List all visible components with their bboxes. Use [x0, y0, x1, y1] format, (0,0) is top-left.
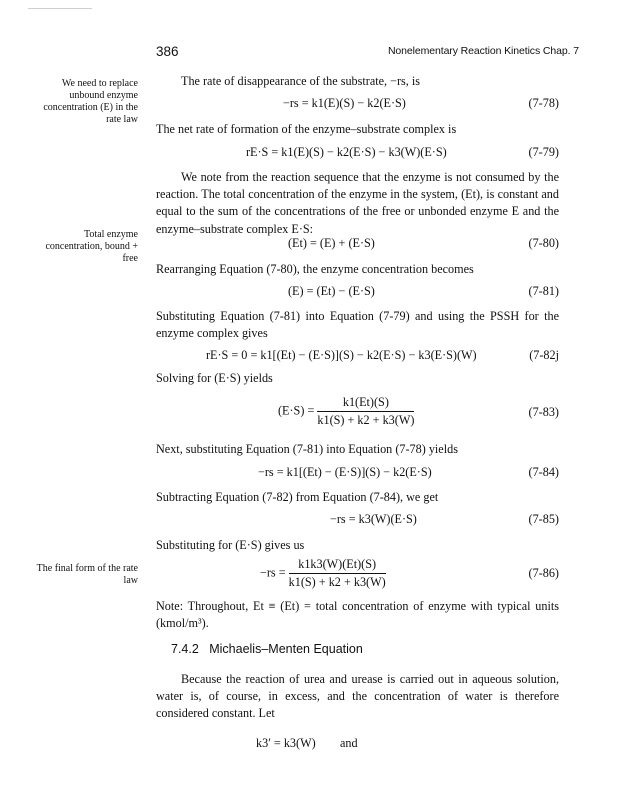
equation-7-83-lhs: (E·S) =	[278, 403, 315, 418]
equation-7-79: rE·S = k1(E)(S) − k2(E·S) − k3(W)(E·S)	[246, 145, 447, 159]
margin-note-final-form: The final form of the rate law	[36, 563, 138, 586]
paragraph-substituting-pssh: Substituting Equation (7-81) into Equation (7-79) and using the PSSH for the enzyme complex gives	[156, 309, 559, 341]
equation-7-86-lhs: −rs =	[260, 565, 286, 580]
equation-7-81: (E) = (Et) − (E·S)	[288, 284, 375, 298]
paragraph-rate-disappearance: The rate of disappearance of the substrate, −rs, is	[181, 74, 421, 88]
paragraph-urea-urease: Because the reaction of urea and urease is carried out in aqueous solution, water is, of course, in excess, and the concentration of water is therefore considered constant. Let	[156, 672, 559, 721]
equation-number-7-86: (7-86)	[528, 566, 559, 580]
running-title: Nonelementary Reaction Kinetics Chap. 7	[387, 45, 579, 57]
equation-7-86	[260, 557, 386, 590]
section-heading	[171, 642, 363, 656]
equation-number-7-81: (7-81)	[528, 284, 559, 298]
paragraph-solving: Solving for (E·S) yields	[156, 371, 273, 385]
top-rule	[28, 8, 92, 9]
equation-7-86-fraction	[289, 557, 386, 590]
margin-note-total-enzyme: Total enzyme concentration, bound + free	[45, 229, 138, 264]
equation-7-83-denominator: k1(S) + k2 + k3(W)	[317, 413, 415, 427]
equation-7-83-fraction	[317, 395, 414, 428]
equation-7-82: rE·S = 0 = k1[(Et) − (E·S)](S) − k2(E·S) − k3(E·S)(W)	[206, 348, 477, 362]
equation-number-7-84: (7-84)	[528, 465, 559, 479]
equation-7-80: (Et) = (E) + (E·S)	[288, 236, 375, 250]
paragraph-note: Note: Throughout, Et ≡ (Et) = total concentration of enzyme with typical units (kmol/m³).	[156, 599, 559, 631]
equation-number-7-80: (7-80)	[528, 236, 559, 250]
equation-connector: and	[340, 736, 358, 750]
paragraph-enzyme-not-consumed: We note from the reaction sequence that the enzyme is not consumed by the reaction. The total concentration of the enzyme in the system, (Et), is constant and equal to the sum of the concentrations of the free or unbonded enzyme E and the enzyme–substrate complex E·S:	[156, 170, 559, 236]
section-title: Michaelis–Menten Equation	[209, 642, 363, 656]
equation-number-7-85: (7-85)	[528, 512, 559, 526]
equation-number-7-82: (7-82j	[529, 348, 559, 362]
paragraph-next-substituting: Next, substituting Equation (7-81) into Equation (7-78) yields	[156, 442, 458, 456]
margin-note-replace-enzyme: We need to replace unbound enzyme concentration (E) in the rate law	[43, 78, 138, 125]
paragraph-rearranging: Rearranging Equation (7-80), the enzyme concentration becomes	[156, 262, 474, 276]
equation-7-83	[278, 395, 414, 428]
equation-7-83-numerator: k1(Et)(S)	[317, 395, 414, 412]
section-number: 7.4.2	[171, 642, 199, 656]
equation-7-78: −rs = k1(E)(S) − k2(E·S)	[283, 96, 406, 110]
equation-7-84: −rs = k1[(Et) − (E·S)](S) − k2(E·S)	[258, 465, 432, 479]
equation-number-7-79: (7-79)	[528, 145, 559, 159]
equation-7-86-denominator: k1(S) + k2 + k3(W)	[288, 575, 386, 589]
equation-7-85: −rs = k3(W)(E·S)	[330, 512, 417, 526]
paragraph-substituting-es: Substituting for (E·S) gives us	[156, 538, 305, 552]
page-number: 386	[156, 44, 179, 59]
equation-k3-prime: k3′ = k3(W)	[256, 736, 316, 750]
paragraph-subtracting: Subtracting Equation (7-82) from Equation (7-84), we get	[156, 490, 439, 504]
paragraph-net-rate: The net rate of formation of the enzyme–substrate complex is	[156, 122, 457, 136]
equation-number-7-78: (7-78)	[528, 96, 559, 110]
equation-7-86-numerator: k1k3(W)(Et)(S)	[289, 557, 386, 574]
equation-number-7-83: (7-83)	[528, 405, 559, 419]
